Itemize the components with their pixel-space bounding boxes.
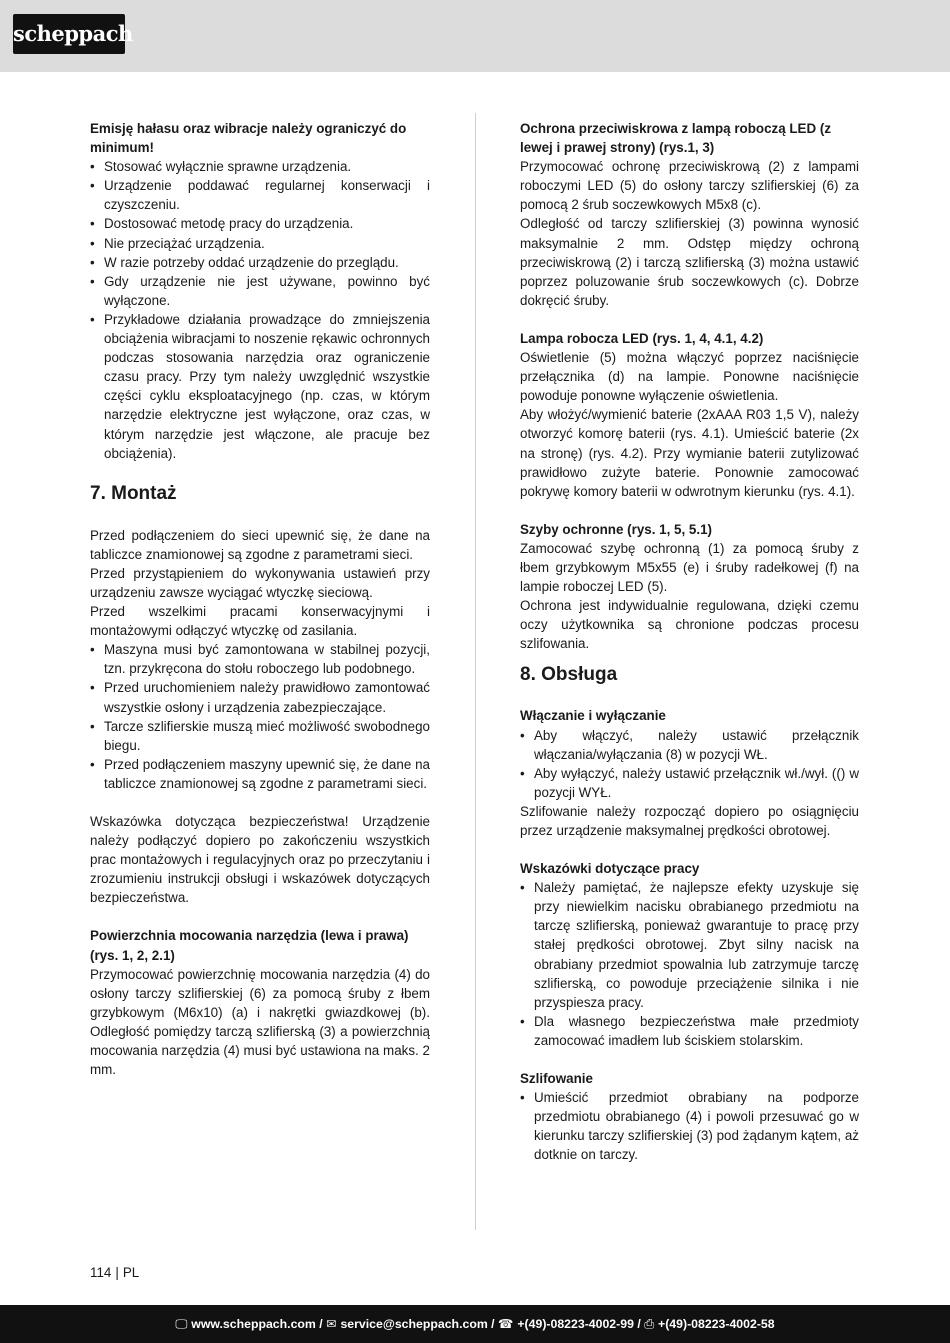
list-item: • Gdy urządzenie nie jest używane, powinno być wyłączone.	[90, 272, 430, 310]
section-7-title: 7. Montaż	[90, 482, 177, 504]
grinding-list	[520, 1088, 859, 1164]
page-separator: |	[115, 1265, 119, 1280]
list-item: • Aby włączyć, należy ustawić przełącznik włączania/wyłączania (8) w pozycji WŁ.	[520, 726, 859, 764]
paragraph: Przed podłączeniem do sieci upewnić się, że dane na tabliczce znamionowej są zgodne z parametrami sieci.	[90, 527, 430, 562]
footer-bar	[0, 1305, 950, 1343]
page-language: PL	[122, 1265, 140, 1280]
on-off-heading: Włączanie i wyłączanie	[520, 708, 666, 724]
paragraph: Ochrona jest indywidualnie regulowana, dzięki czemu oczy użytkownika są chronione podczas procesu szlifowania.	[520, 598, 859, 652]
mail-icon: ✉	[326, 1317, 337, 1331]
page-number	[90, 1265, 139, 1280]
list-item: • Urządzenie poddawać regularnej konserwacji i czyszczeniu.	[90, 176, 430, 214]
noise-heading: Emisję hałasu oraz wibracje należy ograniczyć do minimum!	[90, 121, 407, 156]
left-column	[90, 119, 430, 1079]
section-8-title: 8. Obsługa	[520, 664, 618, 686]
footer-website: www.scheppach.com /	[191, 1317, 323, 1331]
grinding-heading: Szlifowanie	[520, 1071, 593, 1087]
header-bar	[0, 0, 950, 72]
list-item: • Stosować wyłącznie sprawne urządzenia.	[90, 157, 430, 176]
list-item: • Umieścić przedmiot obrabiany na podporze przedmiotu obrabianego (4) i powoli przesuwać go w kierunku tarczy szlifierskiej (3) pod żądanym kątem, aż dotknie on tarczy.	[520, 1088, 859, 1164]
page-number-value: 114	[90, 1265, 112, 1280]
right-column	[520, 119, 859, 1165]
work-tips-list	[520, 878, 859, 1050]
fax-icon: ⎙	[644, 1317, 655, 1331]
column-divider	[475, 113, 476, 1230]
paragraph: Zamocować szybę ochronną (1) za pomocą śruby z łbem grzybkowym M5x55 (e) i śruby radełkowej (f) na lampie roboczej LED (5).	[520, 540, 859, 595]
phone-icon: ☎	[498, 1317, 514, 1331]
list-item: • Przed podłączeniem maszyny upewnić się, że dane na tabliczce znamionowej są zgodne z parametrami sieci.	[90, 755, 430, 793]
list-item: • Maszyna musi być zamontowana w stabilnej pozycji, tzn. przykręcona do stołu roboczego lub podobnego.	[90, 640, 430, 678]
list-item: • Przed uruchomieniem należy prawidłowo zamontować wszystkie osłony i urządzenia zabezpieczające.	[90, 678, 430, 716]
computer-icon: 🖵	[175, 1317, 188, 1331]
spark-guard-heading: Ochrona przeciwiskrowa z lampą roboczą LED (z lewej i prawej strony) (rys.1, 3)	[520, 121, 832, 156]
list-item: • Nie przeciążać urządzenia.	[90, 234, 430, 253]
tool-rest-heading: Powierzchnia mocowania narzędzia (lewa i prawa) (rys. 1, 2, 2.1)	[90, 928, 409, 963]
paragraph: Szlifowanie należy rozpocząć dopiero po osiągnięciu przez urządzenie maksymalnej prędkości obrotowej.	[520, 803, 859, 838]
on-off-list	[520, 726, 859, 802]
footer-fax: +(49)-08223-4002-58	[658, 1317, 775, 1331]
list-item: • Tarcze szlifierskie muszą mieć możliwość swobodnego biegu.	[90, 717, 430, 755]
list-item: • Przykładowe działania prowadzące do zmniejszenia obciążenia wibracjami to noszenie rękawic ochronnych podczas stosowania narzędzia oraz ograniczenie czasu pracy. Przy tym należy uwzględnić wszystkie części cyklu eksploatacyjnego (np. czas, w którym narzędzie elektryczne jest wyłączone, oraz czas, w którym narzędzie jest włączone, ale pracuje bez obciążenia).	[90, 310, 430, 463]
list-item: • Aby wyłączyć, należy ustawić przełącznik wł./wył. (() w pozycji WYŁ.	[520, 764, 859, 802]
paragraph: Aby włożyć/wymienić baterie (2xAAA R03 1,5 V), należy otworzyć komorę baterii (rys. 4.1). Umieścić baterie (2x na stronę) (rys. 4.2). Przy wymianie baterii zutylizować prawidłowo zużyte baterie. Ponownie zamocować pokrywę komory baterii w odwrotnym kierunku (rys. 4.1).	[520, 407, 859, 499]
lamp-heading: Lampa robocza LED (rys. 1, 4, 4.1, 4.2)	[520, 330, 764, 346]
paragraph: Oświetlenie (5) można włączyć poprzez naciśnięcie przełącznika (d) na lampie. Ponowne naciśnięcie powoduje ponowne wyłączenie oświetlenia.	[520, 350, 859, 404]
footer-email: service@scheppach.com /	[340, 1317, 495, 1331]
glass-heading: Szyby ochronne (rys. 1, 5, 5.1)	[520, 521, 713, 537]
paragraph: Przymocować ochronę przeciwiskrową (2) z lampami roboczymi LED (5) do osłony tarczy szlifierskiej (6) za pomocą 2 śrub soczewkowych M5x8 (c).	[520, 159, 859, 213]
paragraph: Odległość od tarczy szlifierskiej (3) powinna wynosić maksymalnie 2 mm. Odstęp między ochroną przeciwiskrową (2) i tarczą szlifierską (3) można ustawić poprzez poluzowanie śrub soczewkowych (c). Dobrze dokręcić śruby.	[520, 216, 859, 308]
scheppach-logo: scheppach	[13, 14, 125, 54]
paragraph: Przed przystąpieniem do wykonywania ustawień przy urządzeniu zawsze wyciągać wtyczkę sieciową.	[90, 565, 430, 600]
list-item: • Należy pamiętać, że najlepsze efekty uzyskuje się przy niewielkim nacisku obrabianego przedmiotu na tarczę szlifierską, ponieważ gwarantuje to pracę przy stałej prędkości obrotowej. Zbyt silny nacisk na obrabiany przedmiot spowalnia lub zatrzymuje tarczę szlifierską, co powoduje przeciążenie silnika i nie przyspiesza pracy.	[520, 878, 859, 1012]
noise-list	[90, 157, 430, 463]
paragraph: Przymocować powierzchnię mocowania narzędzia (4) do osłony tarczy szlifierskiej (6) za pomocą śruby z łbem grzybkowym (M6x10) (a) i nakrętki gwiazdkowej (b). Odległość pomiędzy tarczą szlifierską (3) a powierzchnią mocowania narzędzia (4) musi być ustawiona na maks. 2 mm.	[90, 966, 430, 1078]
list-item: • Dla własnego bezpieczeństwa małe przedmioty zamocować imadłem lub ściskiem stolarskim.	[520, 1012, 859, 1050]
mounting-list	[90, 640, 430, 793]
paragraph: Przed wszelkimi pracami konserwacyjnymi i montażowymi odłączyć wtyczkę od zasilania.	[90, 604, 430, 639]
safety-note: Wskazówka dotycząca bezpieczeństwa! Urządzenie należy podłączyć dopiero po zakończeniu wszystkich prac montażowych i regulacyjnych oraz po przeczytaniu i zrozumieniu instrukcji obsługi i wskazówek dotyczących bezpieczeństwa.	[90, 814, 430, 906]
footer-phone: +(49)-08223-4002-99 /	[517, 1317, 641, 1331]
work-tips-heading: Wskazówki dotyczące pracy	[520, 861, 700, 877]
list-item: • Dostosować metodę pracy do urządzenia.	[90, 214, 430, 233]
list-item: • W razie potrzeby oddać urządzenie do przeglądu.	[90, 253, 430, 272]
